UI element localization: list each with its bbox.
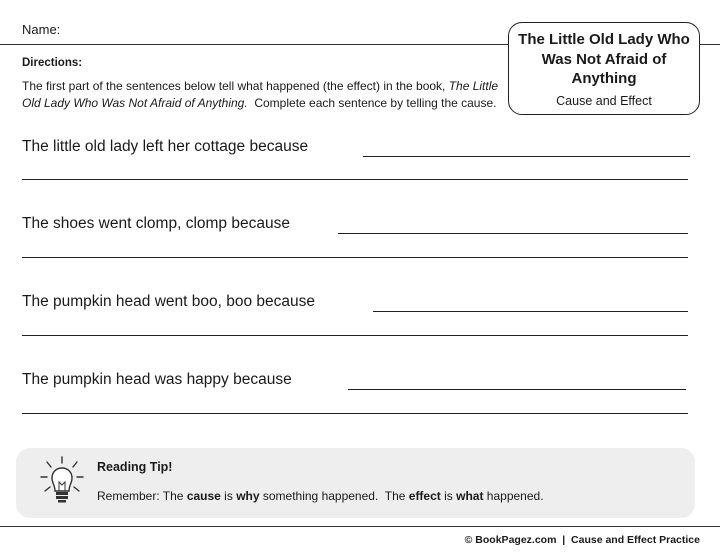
question-1-prompt: The little old lady left her cottage because — [22, 138, 309, 155]
name-label: Name: — [22, 22, 61, 37]
question-4-prompt: The pumpkin head was happy because — [22, 371, 292, 388]
question-3-prompt: The pumpkin head went boo, boo because — [22, 293, 315, 310]
worksheet-title: The Little Old Lady Who Was Not Afraid of Anything — [518, 31, 690, 87]
book-title: The Little Old Lady Who Was Not Afraid of Anything. — [22, 79, 499, 110]
question-4-answer-line[interactable] — [348, 389, 686, 390]
tip-keyword-cause: cause — [186, 489, 221, 503]
question-1-answer-line[interactable] — [363, 156, 690, 157]
question-2-answer-line-2[interactable] — [22, 257, 688, 258]
reading-tip-text — [97, 489, 544, 503]
tip-text-part: is — [440, 489, 457, 503]
directions-text — [22, 78, 500, 112]
directions-text-before: The first part of the sentences below tell what happened (the effect) in the book, — [22, 79, 449, 93]
reading-tip-box — [16, 448, 695, 518]
footer-divider — [0, 526, 720, 527]
question-3-answer-line-2[interactable] — [22, 335, 688, 336]
tip-text-part: Remember: The — [97, 489, 187, 503]
tip-keyword-effect: effect — [408, 489, 441, 503]
worksheet-subtitle: Cause and Effect — [556, 93, 652, 108]
question-1-answer-line-2[interactable] — [22, 179, 688, 180]
question-4-answer-line-2[interactable] — [22, 413, 688, 414]
tip-keyword-what: what — [456, 489, 484, 503]
tip-text-part: happened. — [483, 489, 544, 503]
reading-tip-heading: Reading Tip! — [97, 460, 173, 474]
tip-text-part: is — [220, 489, 237, 503]
directions-text-after: Complete each sentence by telling the cause. — [247, 96, 497, 110]
question-2-prompt: The shoes went clomp, clomp because — [22, 215, 290, 232]
tip-keyword-why: why — [236, 489, 260, 503]
question-2-answer-line[interactable] — [338, 233, 688, 234]
footer-credit: © BookPagez.com | Cause and Effect Practice — [464, 534, 700, 546]
lightbulb-icon — [38, 455, 86, 507]
title-box — [508, 22, 700, 115]
tip-text-part: something happened. The — [259, 489, 409, 503]
directions-heading: Directions: — [22, 57, 83, 69]
question-3-answer-line[interactable] — [373, 311, 688, 312]
